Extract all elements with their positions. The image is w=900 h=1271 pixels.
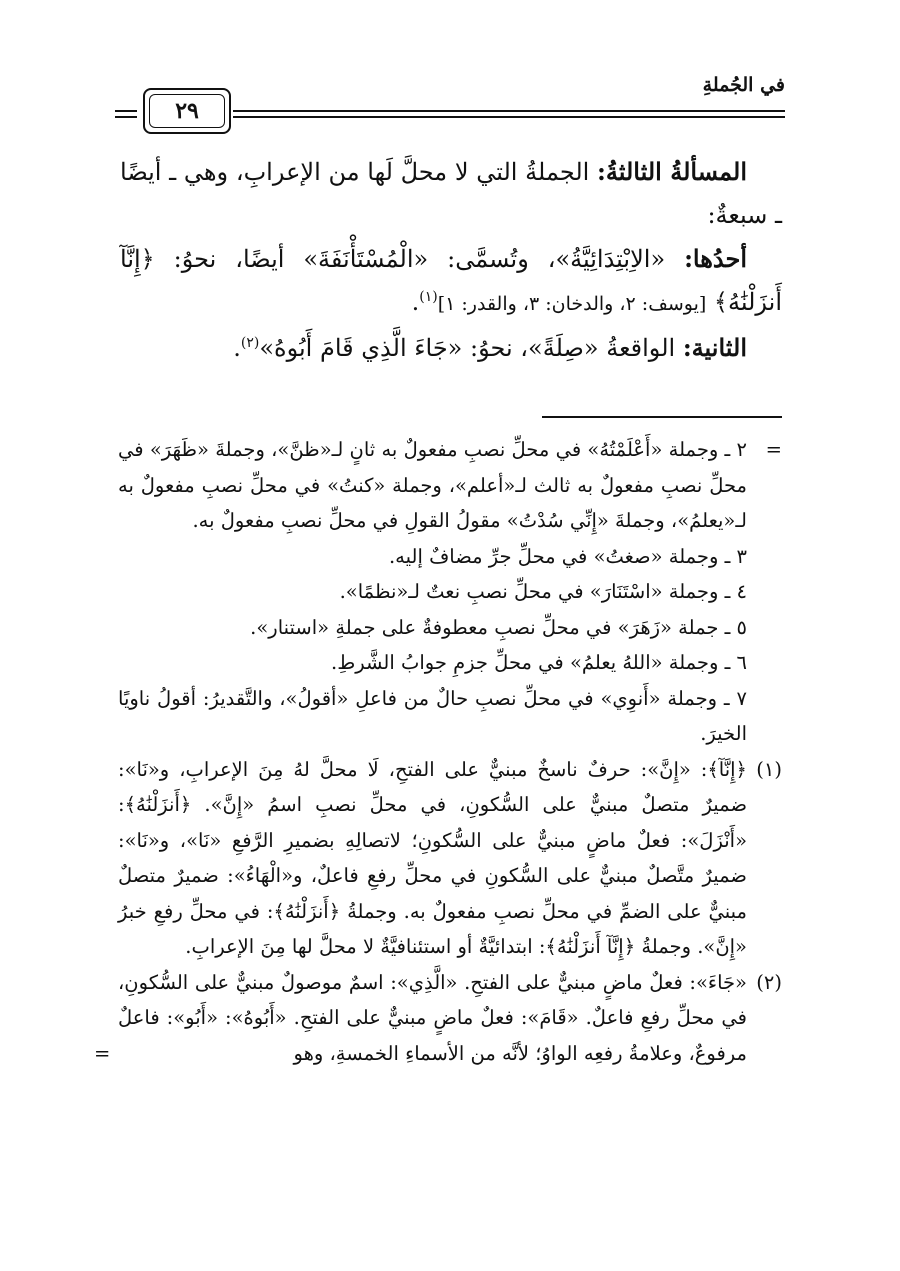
footnote-continuation-item: ٧ ـ وجملة «أَنوِي» في محلِّ نصبِ حالٌ من فاعلِ «أقولُ»، والتَّقديرُ: أقولُ ناويًا الخيرَ. [118, 686, 747, 745]
header-rule [115, 116, 137, 118]
paragraph-second-type [120, 326, 782, 370]
footnote-marker[interactable]: (١) [419, 289, 438, 305]
footnote-continuation-item: ٣ ـ وجملة «صغتُ» في محلِّ جرِّ مضافٌ إليه. [388, 544, 747, 568]
footnote-line: ٢ ـ وجملة «أَعْلَمْتُهُ» في محلِّ نصبِ مفعولٌ به ثانٍ لـ«ظنَّ»، وجملةَ «ظَهَرَ» في محلِّ نصبِ مفعولٌ به ثالث لـ«أعلم»، وجملة «كنتُ» في محلِّ نصبِ مفعولٌ به لـ«يعلمُ»، وجملةَ «إِنِّي سُدْتُ» مقولُ القولِ في محلِّ نصبِ مفعولٌ به. [118, 438, 747, 532]
header-rule [233, 110, 785, 112]
paragraph-end: . [233, 334, 241, 362]
page-header [115, 70, 785, 130]
header-rule [233, 116, 785, 118]
quran-reference: [يوسف: ٢، والدخان: ٣، والقدر: ١] [437, 293, 707, 315]
running-title: في الجُملةِ [702, 74, 785, 96]
footnote-separator [542, 416, 782, 418]
paragraph-third-issue [120, 150, 782, 237]
footnotes [94, 432, 782, 1071]
item-heading: أحدُها: [684, 244, 747, 273]
footnote-continuation-item: ٦ ـ وجملة «اللهُ يعلمُ» في محلِّ جزمِ جوابُ الشَّرطِ. [331, 651, 747, 674]
section-heading: المسألةُ الثالثةُ: [597, 157, 747, 186]
footnote-continuation-item: ٥ ـ جملة «زَهَرَ» في محلِّ نصبِ معطوفةٌ على جملةِ «استنار». [250, 615, 747, 639]
footnote-continuation-item: ٤ ـ وجملة «اسْتَنَارَ» في محلِّ نصبِ نعتٌ لـ«نظمًا». [339, 580, 747, 603]
page-number-frame [143, 88, 231, 134]
continuation-marker: = [94, 1041, 111, 1065]
footnote-number: (١) [756, 757, 782, 781]
footnote-2 [94, 965, 782, 1072]
footnote-number: (٢) [756, 970, 782, 994]
paragraph-text: الجملةُ التي لا محلَّ لَها من الإعرابِ، وهي ـ أيضًا ـ سبعةٌ: [120, 158, 782, 229]
paragraph-text: «الاِبْتِدَائِيَّةُ»، وتُسمَّى: «الْمُسْتَأْنَفَةَ» أيضًا، نحوُ: ﴿إِنَّآ أَنزَلْنَٰهُ﴾ [120, 245, 782, 316]
footnote-continuation-item [118, 432, 782, 539]
paragraph-end: . [411, 288, 420, 316]
footnote-marker[interactable]: (٢) [240, 335, 260, 351]
continuation-marker: = [765, 438, 782, 461]
footnote-1 [118, 752, 782, 965]
footnote-text: ﴿إِنَّآ﴾: «إِنَّ»: حرفٌ ناسخٌ مبنيٌّ على الفتحِ، لَا محلَّ لهُ مِنَ الإعرابِ، و«نَا»: ضميرٌ متصلٌ مبنيٌّ على السُّكونِ، في محلِّ نصبِ اسمُ «إِنَّ». ﴿أَنزَلْنَٰهُ﴾: «أَنْزَلَ»: فعلٌ ماضٍ مبنيٌّ على السُّكونِ؛ لاتصالِهِ بضميرِ الرَّفعِ «نَا»، و«نَا»: ضميرٌ متَّصلٌ مبنيٌّ على السُّكونِ في محلِّ رفعِ فاعلٌ، و«الْهَاءُ»: ضميرٌ متصلٌ مبنيٌّ على الضمِّ في محلِّ نصبِ مفعولٌ به. وجملةُ ﴿أَنزَلْنَٰهُ﴾: في محلِّ رفعِ خبرُ «إِنَّ». وجملةُ ﴿إِنَّآ أَنزَلْنَٰهُ﴾: ابتدائيَّةٌ أو استئنافيَّةٌ لا محلَّ لها مِنَ الإعرابِ. [118, 757, 747, 958]
header-rule [115, 110, 137, 112]
paragraph-text: الواقعةُ «صِلَةً»، نحوُ: «جَاءَ الَّذِي قَامَ أَبُوهُ» [259, 334, 683, 362]
page-number: ٢٩ [149, 94, 225, 128]
paragraph-first-type [120, 237, 782, 326]
item-heading: الثانية: [682, 333, 747, 362]
main-text [120, 150, 782, 370]
footnote-text: «جَاءَ»: فعلٌ ماضٍ مبنيٌّ على الفتحِ. «الَّذِي»: اسمٌ موصولٌ مبنيٌّ على السُّكونِ، في محلِّ رفعِ فاعلٌ. «قَامَ»: فعلٌ ماضٍ مبنيٌّ على الفتحِ. «أَبُوهُ»: «أَبُو»: فاعلٌ مرفوعٌ، وعلامةُ رفعِه الواوُ؛ لأنَّه من الأسماءِ الخمسةِ، وهو [118, 970, 747, 1065]
